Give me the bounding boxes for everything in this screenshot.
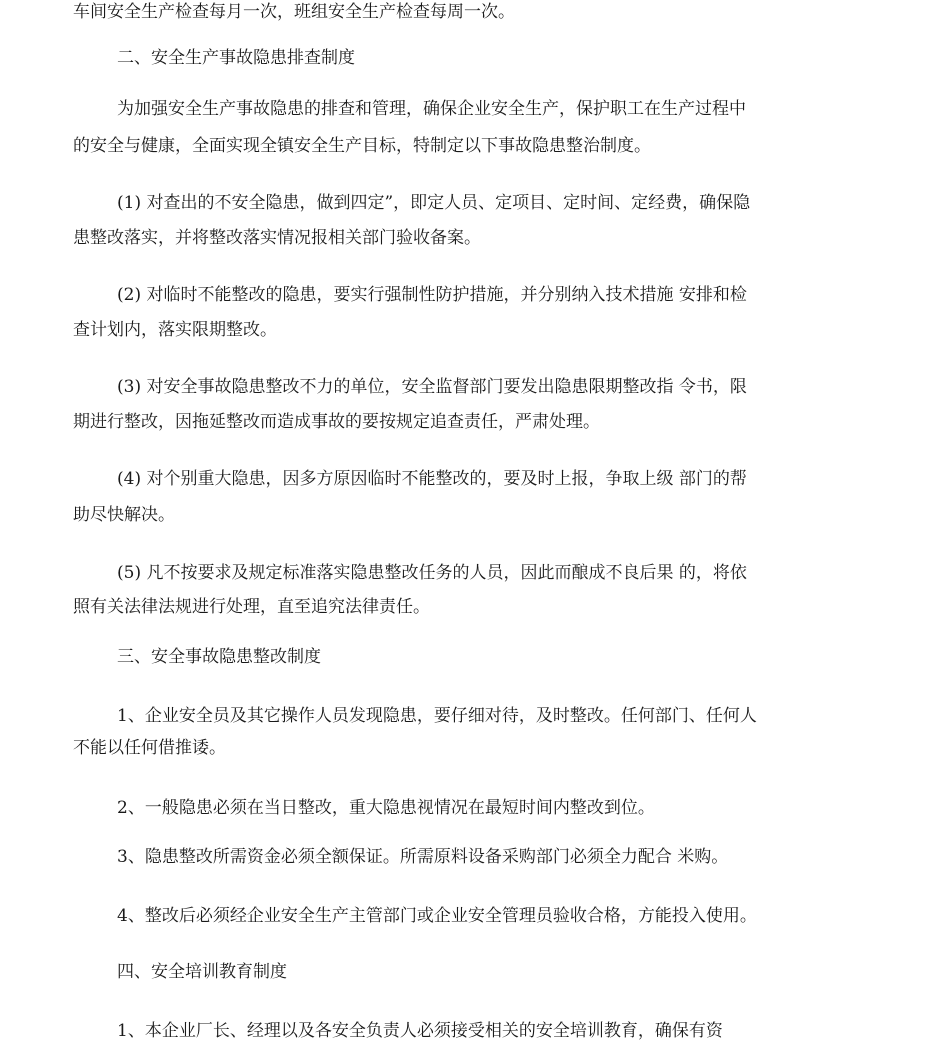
text-line: 1、本企业厂长、经理以及各安全负责人必须接受相关的安全培训教育，确保有资 xyxy=(117,1021,723,1041)
text-line: 3、隐患整改所需资金必须全额保证。所需原料设备采购部门必须全力配合 米购。 xyxy=(117,847,729,867)
section-heading: 二、安全生产事故隐患排查制度 xyxy=(117,48,355,68)
text-line: 1、企业安全员及其它操作人员发现隐患，要仔细对待，及时整改。任何部门、任何人 xyxy=(117,706,757,726)
section-heading: 三、安全事故隐患整改制度 xyxy=(117,647,321,667)
section-heading: 四、安全培训教育制度 xyxy=(117,962,287,982)
text-line: (1) 对查出的不安全隐患，做到四定”，即定人员、定项目、定时间、定经费，确保隐 xyxy=(117,193,751,213)
text-line: (5) 凡不按要求及规定标准落实隐患整改任务的人员，因此而酿成不良后果 的，将依 xyxy=(117,563,747,583)
text-line: (3) 对安全事故隐患整改不力的单位，安全监督部门要发出隐患限期整改指 令书，限 xyxy=(117,377,747,397)
text-line: (4) 对个别重大隐患，因多方原因临时不能整改的，要及时上报，争取上级 部门的帮 xyxy=(117,469,747,489)
text-line: 助尽快解决。 xyxy=(73,505,175,525)
text-line: 为加强安全生产事故隐患的排查和管理，确保企业安全生产，保护职工在生产过程中 xyxy=(117,99,746,119)
text-line: 的安全与健康，全面实现全镇安全生产目标，特制定以下事故隐患整治制度。 xyxy=(73,136,651,156)
text-line: 照有关法律法规进行处理，直至追究法律责任。 xyxy=(73,597,430,617)
text-line: 4、整改后必须经企业安全生产主管部门或企业安全管理员验收合格，方能投入使用。 xyxy=(117,906,757,926)
text-line: 期进行整改，因拖延整改而造成事故的要按规定追查责任，严肃处理。 xyxy=(73,412,600,432)
text-line: 不能以任何借推诿。 xyxy=(73,738,226,758)
text-line: 2、一般隐患必须在当日整改，重大隐患视情况在最短时间内整改到位。 xyxy=(117,798,655,818)
text-line: 车间安全生产检查每月一次，班组安全生产检查每周一次。 xyxy=(73,2,515,22)
text-line: 患整改落实，并将整改落实情况报相关部门验收备案。 xyxy=(73,228,481,248)
text-line: (2) 对临时不能整改的隐患，要实行强制性防护措施，并分别纳入技术措施 安排和检 xyxy=(117,285,747,305)
text-line: 查计划内，落实限期整改。 xyxy=(73,320,277,340)
